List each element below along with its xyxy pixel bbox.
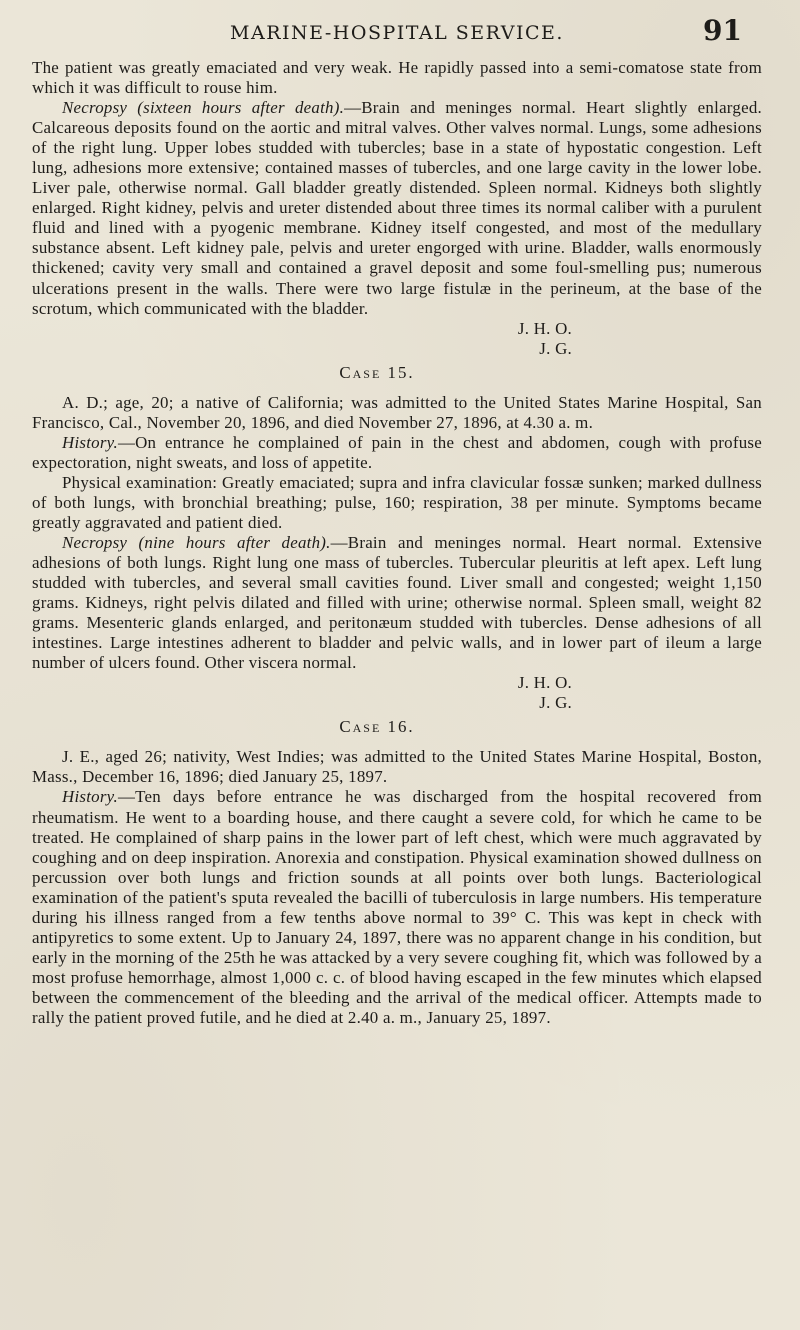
paragraph: J. E., aged 26; nativity, West Indies; was admitted to the United States Marine Hospital, Boston, Mass., December 16, 1896; died January 25, 1897.	[32, 747, 762, 787]
paragraph-text: —Ten days before entrance he was discharged from the hospital recovered from rheumatism. He went to a boarding house, and there caught a severe cold, for which he came to be treated. He complained of sharp pains in the lower part of left chest, which were much aggravated by coughing and on deep inspiration. Anorexia and constipation. Physical examination showed dullness on percussion over both lungs and friction sounds at all points over both lungs. Bacteriological examination of the patient's sputa revealed the bacilli of tuberculosis in large numbers. His temperature during his illness ranged from a few tenths above normal to 39° C. This was kept in check with antipyretics to some extent. Up to January 24, 1897, there was no apparent change in his condition, but early in the morning of the 25th he was attacked by a very severe coughing fit, which was followed by a most profuse hemorrhage, almost 1,000 c. c. of blood having escaped in the few minutes which elapsed between the commencement of the bleeding and the arrival of the medical officer. Attempts made to rally the patient proved futile, and he died at 2.40 a. m., January 25, 1897.	[32, 787, 762, 1027]
paragraph	[32, 98, 762, 319]
paragraph-lead: Necropsy (sixteen hours after death).	[62, 98, 345, 118]
paragraph	[32, 433, 762, 473]
running-title: MARINE-HOSPITAL SERVICE.	[230, 22, 564, 44]
paragraph: A. D.; age, 20; a native of California; was admitted to the United States Marine Hospital, San Francisco, Cal., November 20, 1896, and died November 27, 1896, at 4.30 a. m.	[32, 392, 762, 432]
case-heading: Case 15.	[339, 362, 415, 382]
paragraph: Physical examination: Greatly emaciated; supra and infra clavicular fossæ sunken; marked dullness of both lungs, with bronchial breathing; pulse, 160; respiration, 38 per minute. Symptoms became greatly aggravated and patient died.	[32, 472, 762, 532]
signature-initials: J. H. O.	[517, 318, 572, 338]
signature-block	[32, 319, 762, 359]
paragraph-lead: History.	[62, 432, 118, 452]
running-head	[32, 0, 762, 58]
paragraph-text: —On entrance he complained of pain in the chest and abdomen, cough with profuse expectoration, night sweats, and loss of appetite.	[32, 432, 762, 472]
paragraph-lead: History.	[62, 787, 118, 807]
signature-block	[32, 673, 762, 713]
body-text	[32, 58, 762, 1028]
signature-initials: J. G.	[539, 338, 572, 358]
page-number: 91	[703, 14, 742, 47]
paragraph-lead: Necropsy (nine hours after death).	[62, 532, 331, 552]
signature-initials: J. G.	[539, 693, 572, 713]
paragraph	[32, 787, 762, 1028]
signature-initials: J. H. O.	[517, 673, 572, 693]
paragraph: The patient was greatly emaciated and very weak. He rapidly passed into a semi-comatose state from which it was difficult to rouse him.	[32, 58, 762, 98]
paragraph	[32, 533, 762, 673]
paragraph-text: —Brain and meninges normal. Heart slightly enlarged. Calcareous deposits found on the aortic and mitral valves. Other valves normal. Lungs, some adhesions of the right lung. Upper lobes studded with tubercles; base in a state of hypostatic congestion. Left lung, adhesions more extensive; contained masses of tubercles, and one large cavity in the lower lobe. Liver pale, otherwise normal. Gall bladder greatly distended. Spleen normal. Kidneys both slightly enlarged. Right kidney, pelvis and ureter distended about three times its normal caliber with a purulent fluid and lined with a pyogenic membrane. Kidney itself congested, and most of the medullary substance absent. Left kidney pale, pelvis and ureter engorged with urine. Bladder, walls enormously thickened; cavity very small and contained a gravel deposit and some foul-smelling pus; numerous ulcerations present in the walls. There were two large fistulæ in the perineum, at the base of the scrotum, which communicated with the bladder.	[32, 98, 762, 318]
paragraph-text: —Brain and meninges normal. Heart normal. Extensive adhesions of both lungs. Right lung one mass of tubercles. Tubercular pleuritis at left apex. Left lung studded with tubercles, and several small cavities found. Liver small and congested; weight 1,150 grams. Kidneys, right pelvis dilated and filled with urine; otherwise normal. Spleen small, weight 82 grams. Mesenteric glands enlarged, and peritonæum studded with tubercles. Dense adhesions of all intestines. Large intestines adherent to bladder and pelvic walls, and in lower part of ileum a large number of ulcers found. Other viscera normal.	[32, 532, 762, 673]
case-heading: Case 16.	[339, 717, 415, 737]
